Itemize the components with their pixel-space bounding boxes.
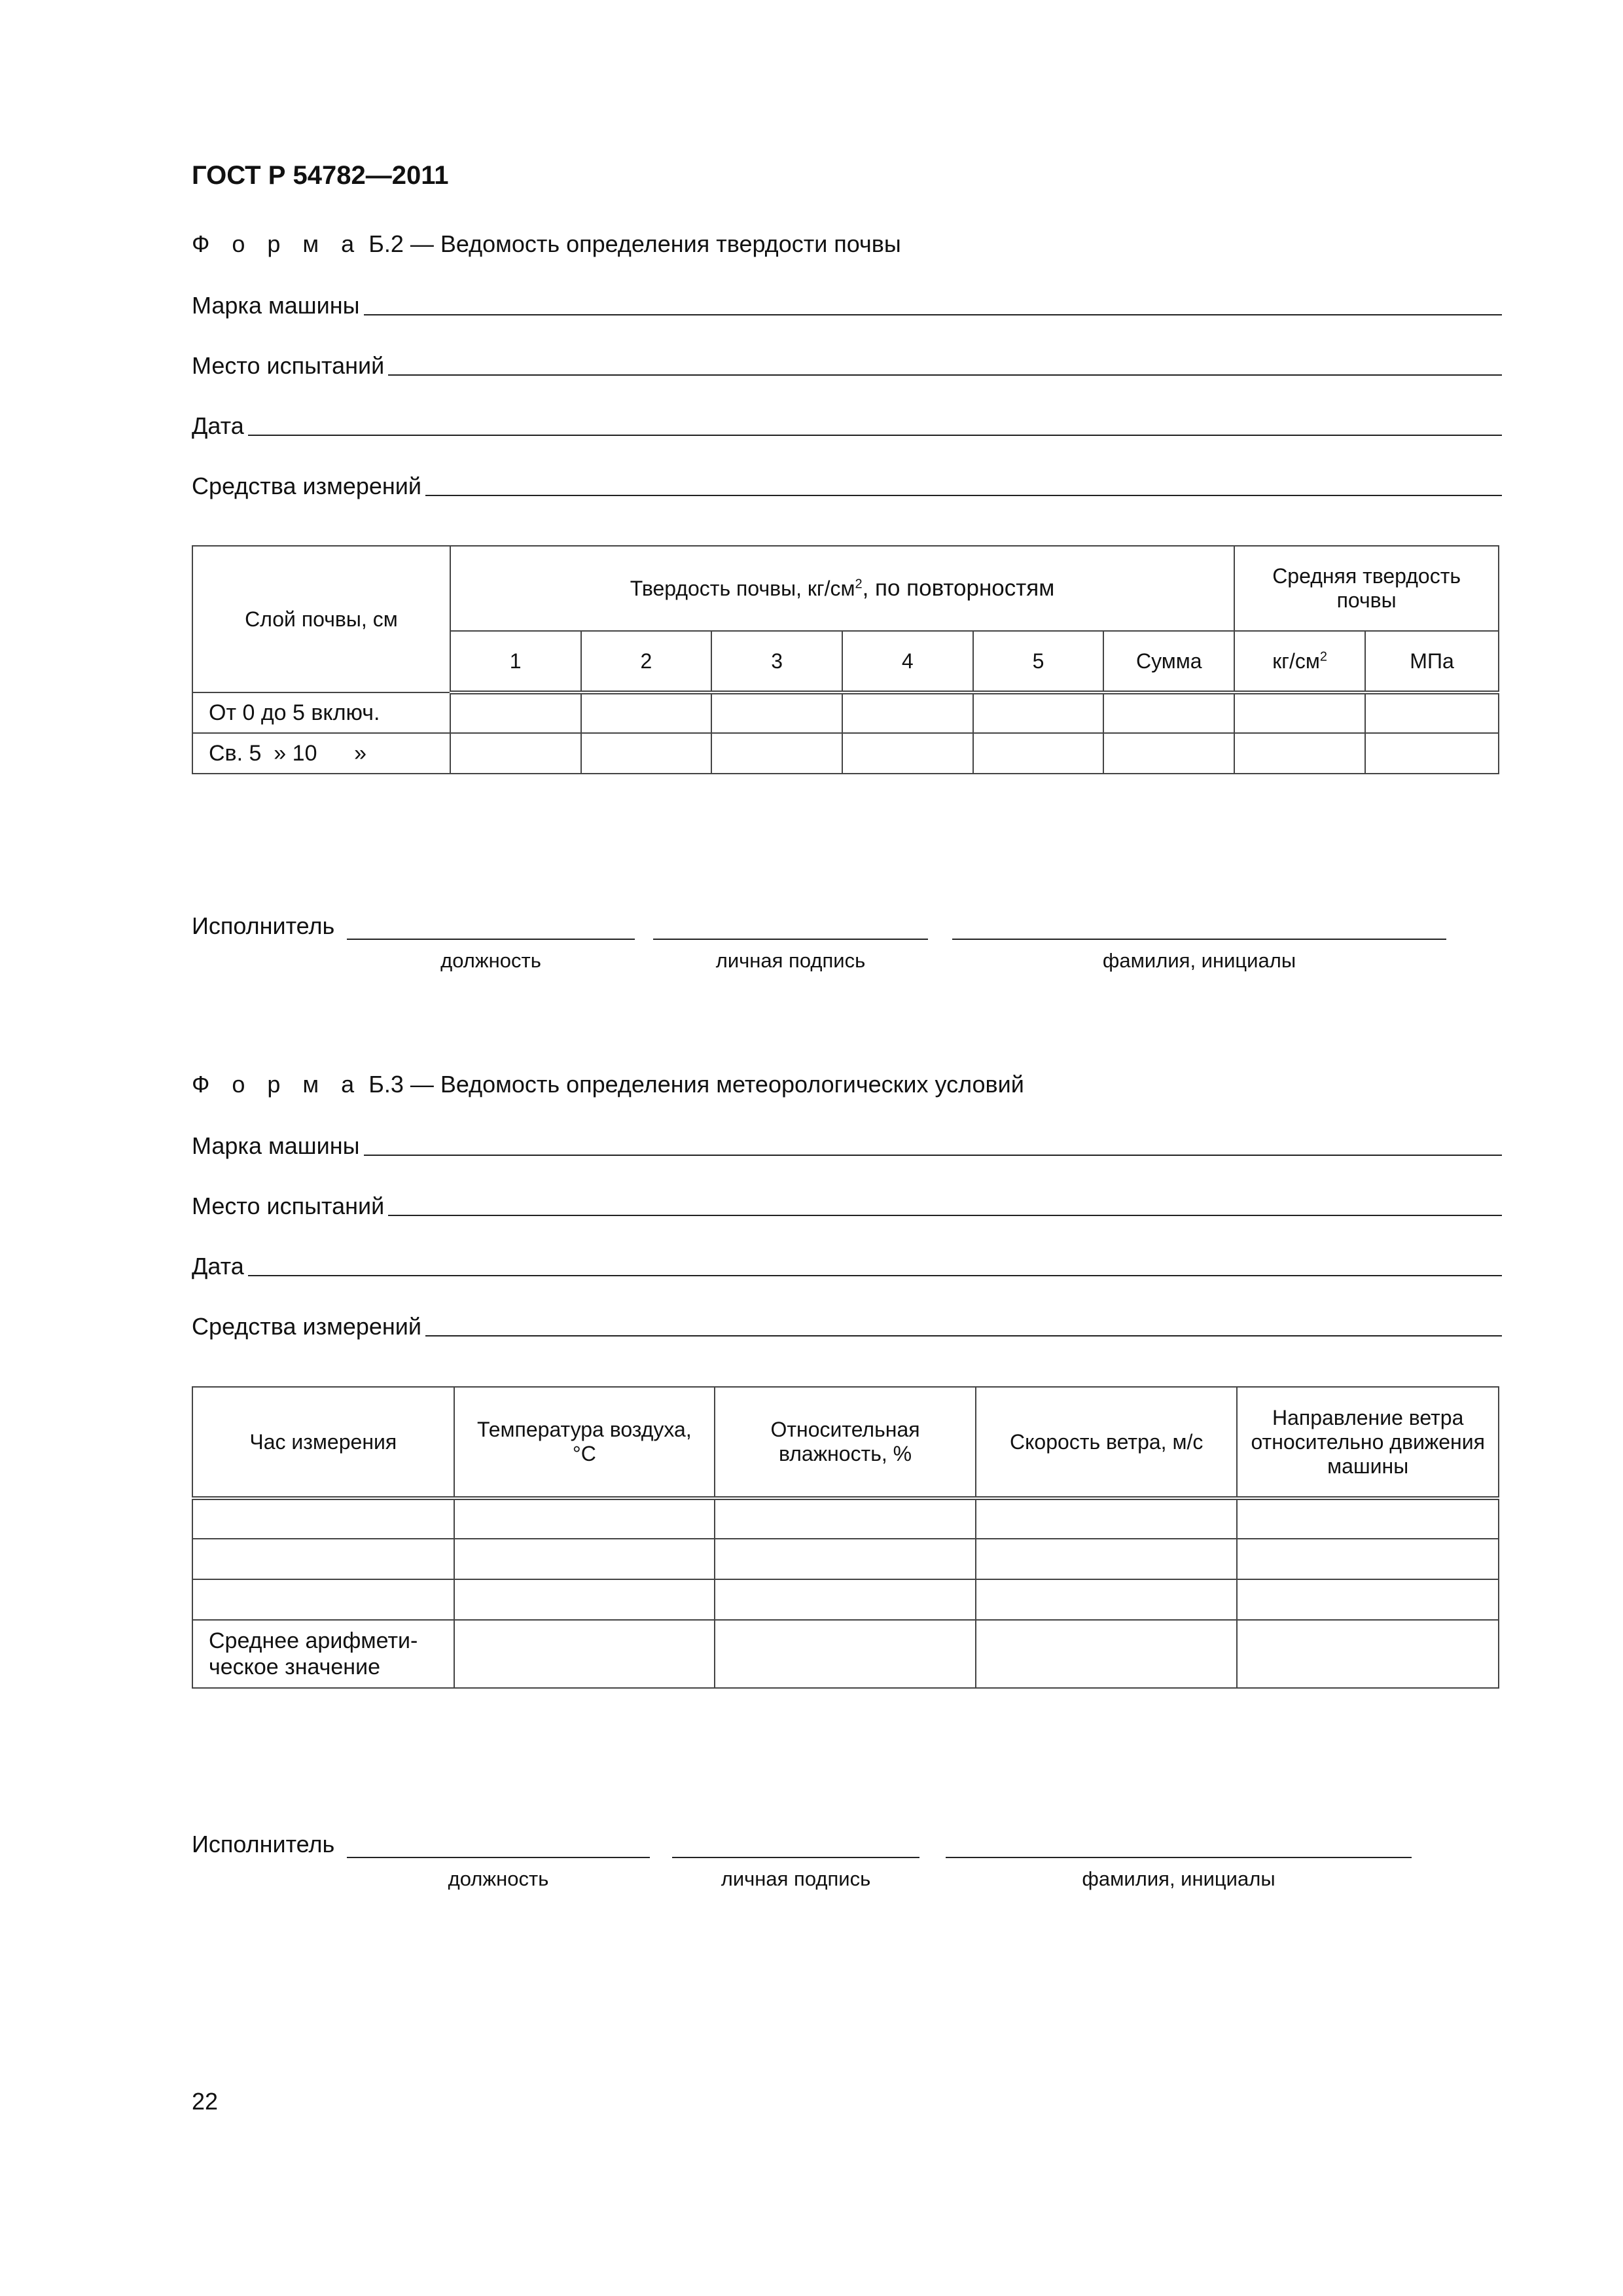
table-cell[interactable] <box>1237 1539 1499 1579</box>
header-unit-kg: $кг/см^2$ <box>1234 631 1365 692</box>
table-cell[interactable] <box>1103 692 1234 733</box>
row-label: Св. 5 » 10 » <box>192 733 450 774</box>
form-b3-signature-line[interactable] <box>672 1856 919 1858</box>
header-avg-hardness: Средняя твердость почвы <box>1234 546 1499 631</box>
fill-line[interactable] <box>364 314 1502 315</box>
fill-line[interactable] <box>388 1214 1502 1216</box>
field-label: Средства измерений <box>192 473 422 499</box>
table-row <box>192 1539 1499 1579</box>
table-cell[interactable] <box>711 733 842 774</box>
fill-line[interactable] <box>248 434 1502 436</box>
soil-hardness-table <box>192 545 1499 774</box>
table-cell[interactable] <box>454 1620 715 1688</box>
header-rep-4: 4 <box>842 631 973 692</box>
field-label: Место испытаний <box>192 1193 385 1219</box>
header-rep-3: 3 <box>711 631 842 692</box>
table-cell[interactable] <box>976 1620 1237 1688</box>
table-cell[interactable] <box>976 1498 1237 1539</box>
form-b2-title-rest: Б.2 — Ведомость определения твердости почвы <box>362 230 901 257</box>
row-label-average: Среднее арифмети-ческое значение <box>192 1620 454 1688</box>
page-number: 22 <box>192 2088 219 2115</box>
form-b2-signature-line[interactable] <box>653 938 928 940</box>
header-unit-mpa: МПа <box>1365 631 1499 692</box>
form-b3-name-caption: фамилия, инициалы <box>1082 1867 1275 1890</box>
field-label: Марка машины <box>192 292 360 319</box>
header-rep-2: 2 <box>581 631 712 692</box>
table-cell[interactable] <box>1365 692 1499 733</box>
form-b2-position-caption: должность <box>440 949 541 972</box>
form-b2-executor-label: Исполнитель <box>192 912 335 939</box>
header-sum: Сумма <box>1103 631 1234 692</box>
fill-line[interactable] <box>425 1335 1502 1336</box>
table-cell[interactable] <box>192 1579 454 1620</box>
table-cell[interactable] <box>1237 1579 1499 1620</box>
form-b3-signature-caption: личная подпись <box>721 1867 871 1890</box>
table-cell[interactable] <box>976 1579 1237 1620</box>
table-cell[interactable] <box>1103 733 1234 774</box>
form-b2-field-place[interactable] <box>192 351 1502 380</box>
table-cell[interactable] <box>581 733 712 774</box>
table-row <box>192 1620 1499 1688</box>
fill-line[interactable] <box>248 1274 1502 1276</box>
field-label: Дата <box>192 412 244 439</box>
form-b3-name-line[interactable] <box>946 1856 1412 1858</box>
table-cell[interactable] <box>454 1579 715 1620</box>
fill-line[interactable] <box>425 494 1502 496</box>
header-temperature: Температура воздуха, °С <box>454 1387 715 1498</box>
table-cell[interactable] <box>1237 1498 1499 1539</box>
standard-number: ГОСТ Р 54782—2011 <box>192 161 449 190</box>
form-b2-field-date[interactable] <box>192 411 1502 440</box>
table-cell[interactable] <box>1234 733 1365 774</box>
table-cell[interactable] <box>976 1539 1237 1579</box>
header-rep-1: 1 <box>450 631 581 692</box>
form-b3-title <box>192 1071 1024 1098</box>
form-b3-title-rest: Б.3 — Ведомость определения метеорологических условий <box>362 1071 1024 1098</box>
table-row <box>192 692 1499 733</box>
table-cell[interactable] <box>715 1620 976 1688</box>
form-b3-field-place[interactable] <box>192 1191 1502 1220</box>
header-rep-5: 5 <box>973 631 1104 692</box>
table-cell[interactable] <box>842 733 973 774</box>
table-cell[interactable] <box>1234 692 1365 733</box>
header-soil-layer: Слой почвы, см <box>192 546 450 692</box>
field-label: Место испытаний <box>192 352 385 379</box>
form-b3-executor-label: Исполнитель <box>192 1831 335 1857</box>
table-cell[interactable] <box>1365 733 1499 774</box>
form-b2-position-line[interactable] <box>347 938 635 940</box>
row-label: От 0 до 5 включ. <box>192 692 450 733</box>
form-b3-position-line[interactable] <box>347 1856 650 1858</box>
table-cell[interactable] <box>715 1498 976 1539</box>
form-b2-field-instruments[interactable] <box>192 471 1502 500</box>
form-b2-title-word: Ф о р м а <box>192 230 363 257</box>
form-b2-name-caption: фамилия, инициалы <box>1102 949 1296 972</box>
form-b2-field-machine[interactable] <box>192 291 1502 319</box>
header-wind-direction: Направление ветра относительно движения машины <box>1237 1387 1499 1498</box>
form-b2-title <box>192 230 901 258</box>
form-b3-position-caption: должность <box>448 1867 549 1890</box>
table-cell[interactable] <box>973 733 1104 774</box>
table-cell[interactable] <box>973 692 1104 733</box>
form-b2-name-line[interactable] <box>952 938 1446 940</box>
form-b3-field-instruments[interactable] <box>192 1312 1502 1340</box>
form-b3-field-machine[interactable] <box>192 1131 1502 1160</box>
table-cell[interactable] <box>450 733 581 774</box>
form-b3-title-word: Ф о р м а <box>192 1071 363 1098</box>
table-row <box>192 1498 1499 1539</box>
table-cell[interactable] <box>715 1539 976 1579</box>
form-b2-signature-caption: личная подпись <box>715 949 866 972</box>
fill-line[interactable] <box>388 374 1502 376</box>
table-cell[interactable] <box>581 692 712 733</box>
header-hardness: Твердость почвы, $кг/см^2$, по повторностям <box>450 546 1234 631</box>
table-cell[interactable] <box>192 1498 454 1539</box>
table-cell[interactable] <box>711 692 842 733</box>
table-cell[interactable] <box>454 1498 715 1539</box>
table-row <box>192 733 1499 774</box>
table-cell[interactable] <box>192 1539 454 1579</box>
field-label: Дата <box>192 1253 244 1280</box>
header-hour: Час измерения <box>192 1387 454 1498</box>
form-b3-field-date[interactable] <box>192 1251 1502 1280</box>
table-cell[interactable] <box>454 1539 715 1579</box>
table-row <box>192 1579 1499 1620</box>
field-label: Марка машины <box>192 1132 360 1159</box>
header-humidity: Относительная влажность, % <box>715 1387 976 1498</box>
table-cell[interactable] <box>450 692 581 733</box>
table-cell[interactable] <box>715 1579 976 1620</box>
field-label: Средства измерений <box>192 1313 422 1340</box>
table-cell[interactable] <box>842 692 973 733</box>
meteo-conditions-table <box>192 1386 1499 1689</box>
fill-line[interactable] <box>364 1154 1502 1156</box>
table-cell[interactable] <box>1237 1620 1499 1688</box>
header-wind-speed: Скорость ветра, м/с <box>976 1387 1237 1498</box>
